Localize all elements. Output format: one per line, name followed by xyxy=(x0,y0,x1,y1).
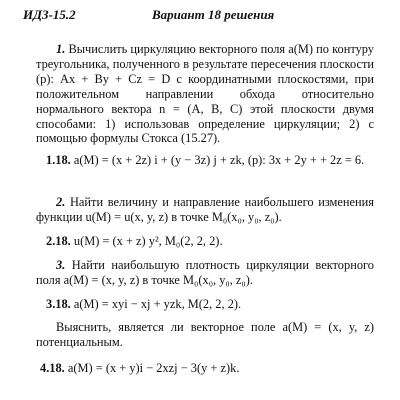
task-2-text: Найти величину и направление наибольшего изменения функции u(M) = u(x, y, z) в точке M₀(x₀, y₀, z₀). xyxy=(36,195,374,224)
header-code: ИДЗ-15.2 xyxy=(23,7,76,22)
task-3-item xyxy=(36,296,374,312)
task-2-statement xyxy=(36,195,374,225)
task-2-item-number: 2.18. xyxy=(46,234,71,248)
task-2-item-formula: u(M) = (x + z) y², M₀(2, 2, 2). xyxy=(73,234,223,248)
task-1-text: Вычислить циркуляцию векторного поля a(M) по контуру треугольника, полученного в результате пересечения плоскости (p): Ax + By + Cz = D с координатными плоскостями, при положительном направлении обхода относительно нормального вектора n = (A, B, C) этой плоскости двумя способами: 1) использовав определение циркуляции; 2) с помощью формулы Стокса (15.27). xyxy=(36,42,374,146)
task-4-statement xyxy=(36,320,374,350)
task-4-text: Выяснить, является ли векторное поле a(M) = (x, y, z) потенциальным. xyxy=(36,320,374,349)
task-3-item-number: 3.18. xyxy=(46,297,71,311)
task-1-statement xyxy=(36,42,374,146)
header-variant: Вариант 18 решения xyxy=(152,7,275,22)
task-4-item xyxy=(36,360,374,376)
task-2-item xyxy=(36,233,374,249)
task-4-item-formula: a(M) = (x + y)i − 2xzj − 3(y + z)k. xyxy=(67,361,240,375)
task-3-text: Найти наибольшую плотность циркуляции векторного поля a(M) = (x, y, z) в точке M₀(x₀, y₀, z₀). xyxy=(36,258,374,287)
task-3-item-formula: a(M) = xyi − xj + yzk, M(2, 2, 2). xyxy=(73,297,242,311)
task-3-statement xyxy=(36,258,374,288)
task-2-number: 2. xyxy=(56,195,66,209)
task-1-number: 1. xyxy=(56,42,66,56)
task-3-number: 3. xyxy=(56,258,66,272)
task-4-item-number: 4.18. xyxy=(40,361,65,375)
task-1-item-formula: a(M) = (x + 2z) i + (y − 3z) j + zk, (p): 3x + 2y + + 2z = 6. xyxy=(73,153,365,167)
task-1-item-number: 1.18. xyxy=(46,153,71,167)
task-1-item xyxy=(36,152,374,168)
